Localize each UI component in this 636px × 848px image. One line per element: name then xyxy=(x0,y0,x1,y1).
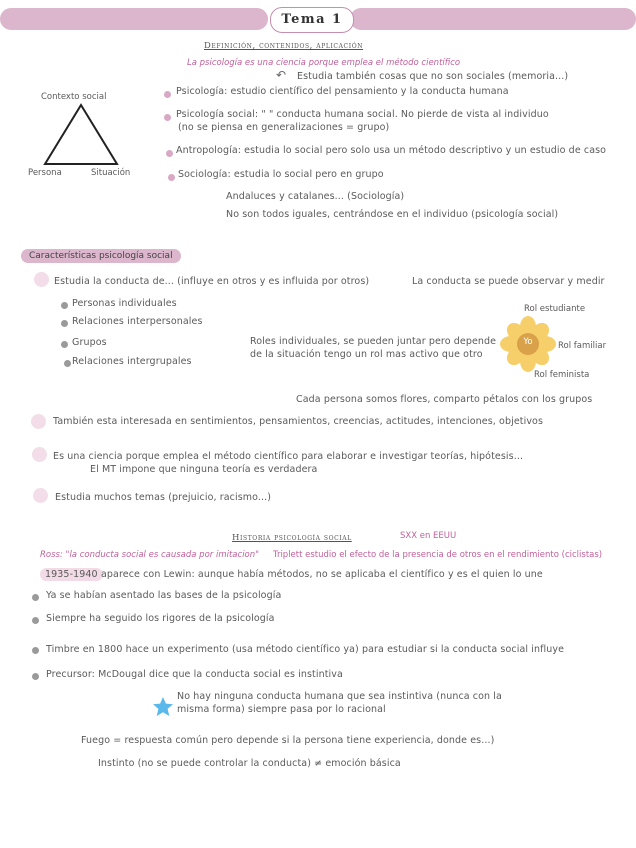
page-title: Tema 1 xyxy=(270,7,354,33)
triangle-diagram xyxy=(42,102,120,168)
flower-center-label: Yo xyxy=(523,337,533,347)
car-tambien: También esta interesada en sentimientos, pensamientos, creencias, actitudes, intenciones, objetivos xyxy=(53,416,544,427)
rol-familiar: Rol familiar xyxy=(558,341,607,351)
bullet xyxy=(32,673,39,680)
def-extra-1: Andaluces y catalanes... (Sociología) xyxy=(226,191,405,202)
historia-ross: Ross: "la conducta social es causada por imitacion" xyxy=(40,550,260,560)
car-roles-2: de la situación tengo un rol mas activo que otro xyxy=(250,349,483,360)
car-ciencia-1: Es una ciencia porque emplea el método científico para elaborar e investigar teorías, hipótesis... xyxy=(53,451,524,462)
bullet xyxy=(61,341,68,348)
section-caracteristicas: Características psicología social xyxy=(21,249,181,263)
triangle-label-left: Persona xyxy=(28,168,62,178)
def-psicologia-social: Psicología social: " " conducta humana social. No pierde de vista al individuo xyxy=(176,109,549,120)
car-temas: Estudia muchos temas (prejuicio, racismo...) xyxy=(55,492,272,503)
arrow-icon: ↶ xyxy=(276,68,287,82)
bullet xyxy=(33,488,48,503)
bullet xyxy=(32,447,47,462)
historia-b1: Ya se habían asentado las bases de la psicología xyxy=(46,590,282,601)
def-psicologia: Psicología: estudio científico del pensamiento y la conducta humana xyxy=(176,86,509,97)
star-icon xyxy=(152,696,174,717)
car-ciencia-2: El MT impone que ninguna teoría es verdadera xyxy=(90,464,318,475)
car-observable: La conducta se puede observar y medir xyxy=(412,276,605,287)
bullet xyxy=(64,360,71,367)
note-social: Estudia también cosas que no son sociales (memoria...) xyxy=(297,71,569,82)
car-flores: Cada persona somos flores, comparto pétalos con los grupos xyxy=(296,394,593,405)
historia-date: 1935-1940 xyxy=(40,568,103,581)
car-roles-1: Roles individuales, se pueden juntar pero depende xyxy=(250,336,497,347)
car-list-item: Grupos xyxy=(72,337,107,348)
rol-estudiante: Rol estudiante xyxy=(524,304,586,314)
triangle-label-top: Contexto social xyxy=(41,92,107,102)
definicion-subtitle: La psicología es una ciencia porque emplea el método científico xyxy=(187,58,461,68)
section-definicion: Definición, contenidos, aplicación xyxy=(204,41,364,51)
def-sociologia: Sociología: estudia lo social pero en grupo xyxy=(178,169,384,180)
historia-sxx: SXX en EEUU xyxy=(400,531,457,541)
car-estudia: Estudia la conducta de... (influye en otros y es influida por otros) xyxy=(54,276,370,287)
def-psicologia-social-cont: (no se piensa en generalizaciones = grupo) xyxy=(178,122,390,133)
section-historia: Historia psicología social xyxy=(232,533,352,543)
def-antropologia: Antropología: estudia lo social pero solo usa un método descriptivo y un estudio de caso xyxy=(176,145,607,156)
bullet xyxy=(168,174,175,181)
historia-instinto: Instinto (no se puede controlar la conducta) ≠ emoción básica xyxy=(98,758,401,769)
historia-triplett: Triplett estudio el efecto de la presencia de otros en el rendimiento (ciclistas) xyxy=(273,550,603,560)
car-list-item: Relaciones interpersonales xyxy=(72,316,203,327)
bullet xyxy=(164,91,171,98)
bullet xyxy=(61,302,68,309)
bullet xyxy=(31,414,46,429)
car-list-item: Relaciones intergrupales xyxy=(72,356,192,367)
historia-fuego: Fuego = respuesta común pero depende si la persona tiene experiencia, donde es...) xyxy=(81,735,495,746)
def-extra-2: No son todos iguales, centrándose en el individuo (psicología social) xyxy=(226,209,559,220)
bullet xyxy=(32,617,39,624)
historia-b3: Timbre en 1800 hace un experimento (usa método científico ya) para estudiar si la conducta social influye xyxy=(46,644,565,655)
triangle-label-right: Situación xyxy=(91,168,131,178)
historia-b2: Siempre ha seguido los rigores de la psicología xyxy=(46,613,275,624)
historia-star-2: misma forma) siempre pasa por lo racional xyxy=(177,704,386,715)
car-list-item: Personas individuales xyxy=(72,298,177,309)
header-bar-left xyxy=(0,8,268,30)
bullet xyxy=(61,320,68,327)
bullet xyxy=(34,272,49,287)
header-bar-right xyxy=(350,8,636,30)
historia-b4: Precursor: McDougal dice que la conducta social es instintiva xyxy=(46,669,343,680)
bullet xyxy=(32,594,39,601)
historia-star-1: No hay ninguna conducta humana que sea instintiva (nunca con la xyxy=(177,691,502,702)
bullet xyxy=(32,647,39,654)
bullet xyxy=(164,114,171,121)
bullet xyxy=(166,150,173,157)
rol-feminista: Rol feminista xyxy=(534,370,590,380)
historia-lewin: aparece con Lewin: aunque había métodos, no se aplicaba el científico y es el quien lo une xyxy=(101,569,543,580)
